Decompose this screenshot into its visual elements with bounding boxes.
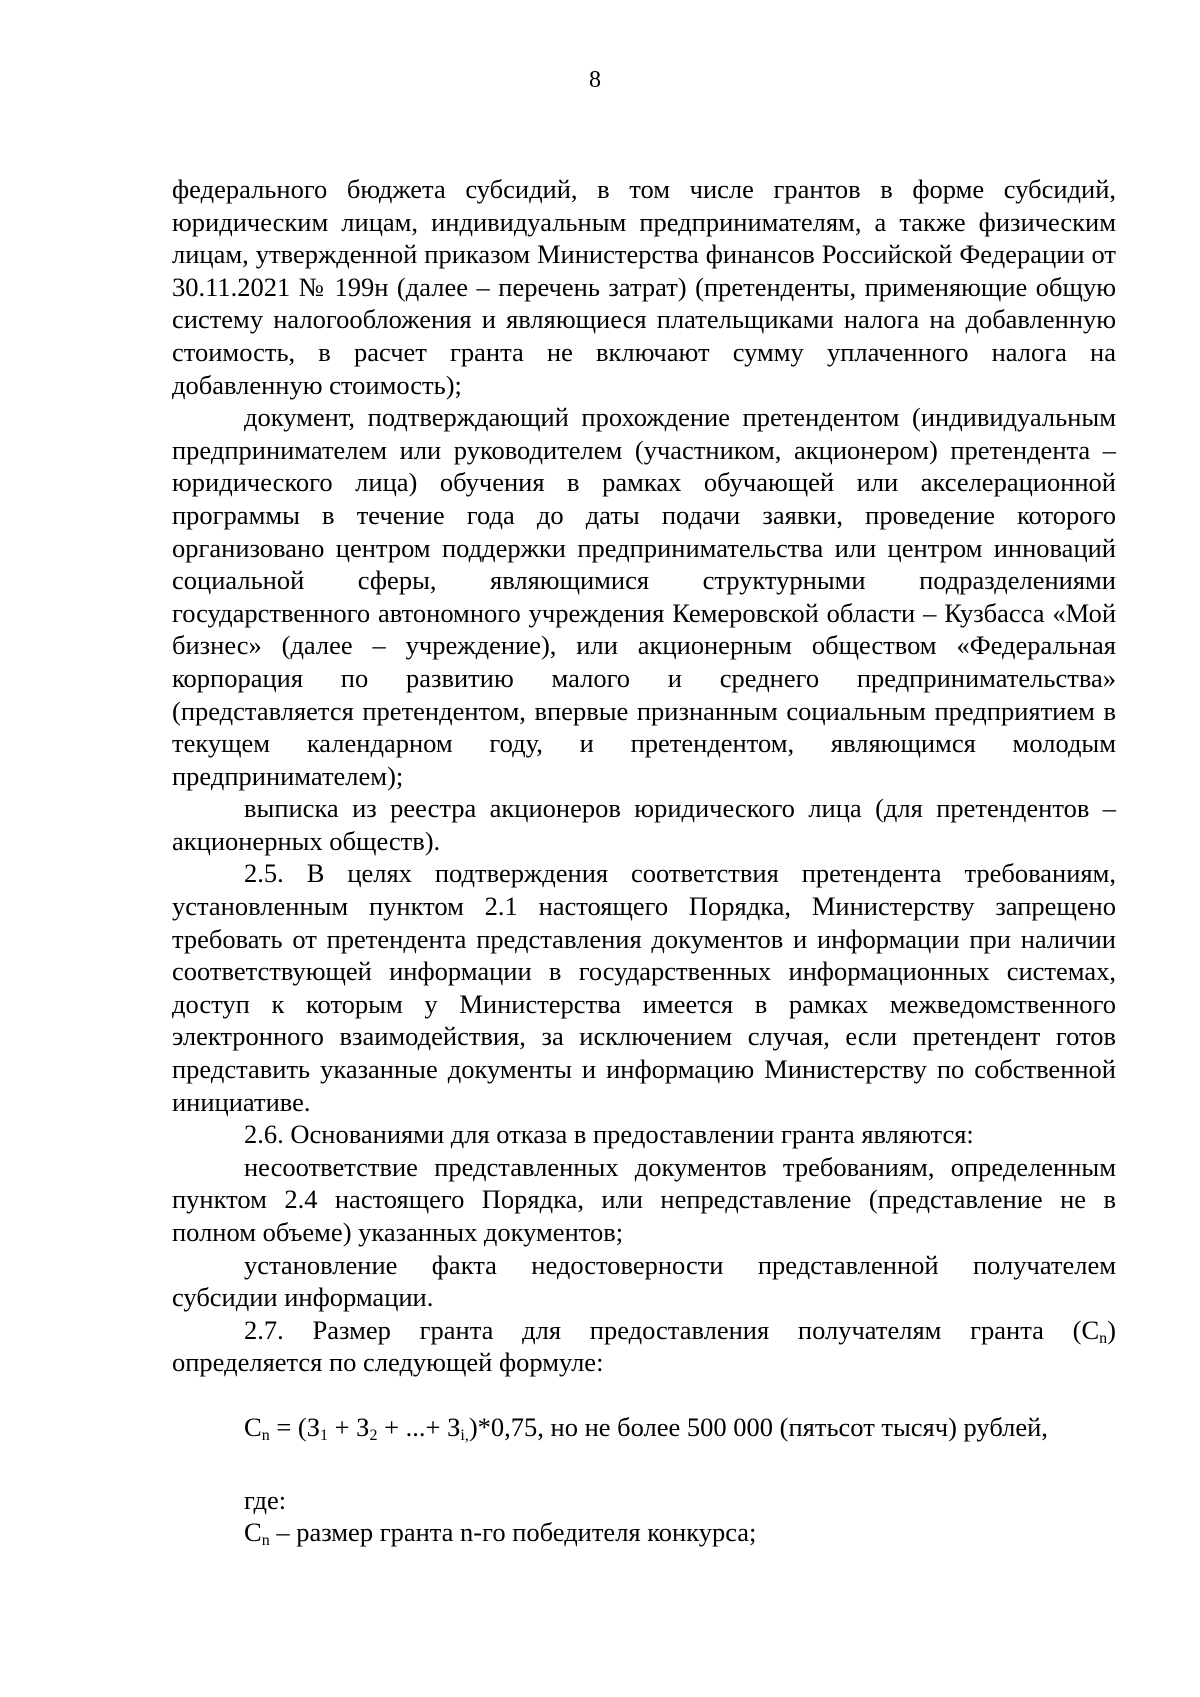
formula-c: С xyxy=(244,1411,262,1442)
formula-rest: )*0,75, но не более 500 000 (пятьсот тысяч) рублей, xyxy=(468,1411,1048,1442)
paragraph-refusal-reason-2: установление факта недостоверности представленной получателем субсидии информации. xyxy=(172,1249,1116,1313)
formula-plus-1: + З xyxy=(327,1411,370,1442)
definition-cn xyxy=(172,1516,1116,1549)
paragraph-2-6: 2.6. Основаниями для отказа в предоставлении гранта являются: xyxy=(244,1119,974,1150)
paragraph-2-7 xyxy=(172,1314,1116,1379)
formula-sub-2: 2 xyxy=(369,1426,378,1444)
page-number: 8 xyxy=(589,67,601,93)
paragraph-shareholder-register: выписка из реестра акционеров юридического лица (для претендентов – акционерных обществ). xyxy=(172,793,1116,856)
where-label: где: xyxy=(244,1484,287,1515)
formula-plus-2: + ...+ З xyxy=(377,1411,461,1442)
paragraph-refusal-reason-1: несоответствие представленных документов требованиям, определенным пунктом 2.4 настоящего Порядка, или непредставление (представление не в полном объеме) указанных документов; xyxy=(172,1151,1116,1247)
definition-text: – размер гранта n-го победителя конкурса; xyxy=(269,1517,757,1548)
paragraph-2-7-after: ) определяется по следующей формуле: xyxy=(172,1314,1116,1378)
paragraph-training-document: документ, подтверждающий прохождение претендентом (индивидуальным предпринимателем или руководителем (участником, акционером) претендента – юридического лица) обучения в рамках обучающей или акселерационной программы в течение года до даты подачи заявки, проведение которого организовано центром поддержки предпринимательства или центром инноваций социальной сферы, являющимися структурными подразделениями государственного автономного учреждения Кемеровской области – Кузбасса «Мой бизнес» (далее – учреждение), или акционерным обществом «Федеральная корпорация по развитию малого и среднего предпринимательства» (представляется претендентом, впервые признанным социальным предприятием в текущем календарном году, и претендентом, являющимся молодым предпринимателем); xyxy=(172,402,1116,791)
formula-sub-i: i, xyxy=(460,1426,469,1444)
formula-c-sub: n xyxy=(261,1426,270,1444)
paragraph-2-5: 2.5. В целях подтверждения соответствия претендента требованиям, установленным пунктом 2.1 настоящего Порядка, Министерству запрещено требовать от претендента представления документов и информации при наличии соответствующей информации в государственных информационных системах, доступ к которым у Министерства имеется в рамках межведомственного электронного взаимодействия, за исключением случая, если претендент готов представить указанные документы и информацию Министерству по собственной инициативе. xyxy=(172,858,1116,1117)
paragraph-2-7-subscript: n xyxy=(1099,1329,1108,1347)
grant-formula xyxy=(172,1411,1116,1444)
definition-c: С xyxy=(244,1517,262,1548)
definition-c-sub: n xyxy=(261,1532,270,1550)
formula-sub-1: 1 xyxy=(319,1426,328,1444)
paragraph-2-7-before: 2.7. Размер гранта для предоставления получателям гранта (С xyxy=(244,1314,1100,1345)
paragraph-cost-list-continuation: федерального бюджета субсидий, в том числе грантов в форме субсидий, юридическим лицам, индивидуальным предпринимателям, а также физическим лицам, утвержденной приказом Министерства финансов Российской Федерации от 30.11.2021 № 199н (далее – перечень затрат) (претенденты, применяющие общую систему налогообложения и являющиеся плательщиками налога на добавленную стоимость, в расчет гранта не включают сумму уплаченного налога на добавленную стоимость); xyxy=(172,174,1116,400)
formula-eq-open: = (З xyxy=(269,1411,320,1442)
document-body xyxy=(172,173,1116,1549)
